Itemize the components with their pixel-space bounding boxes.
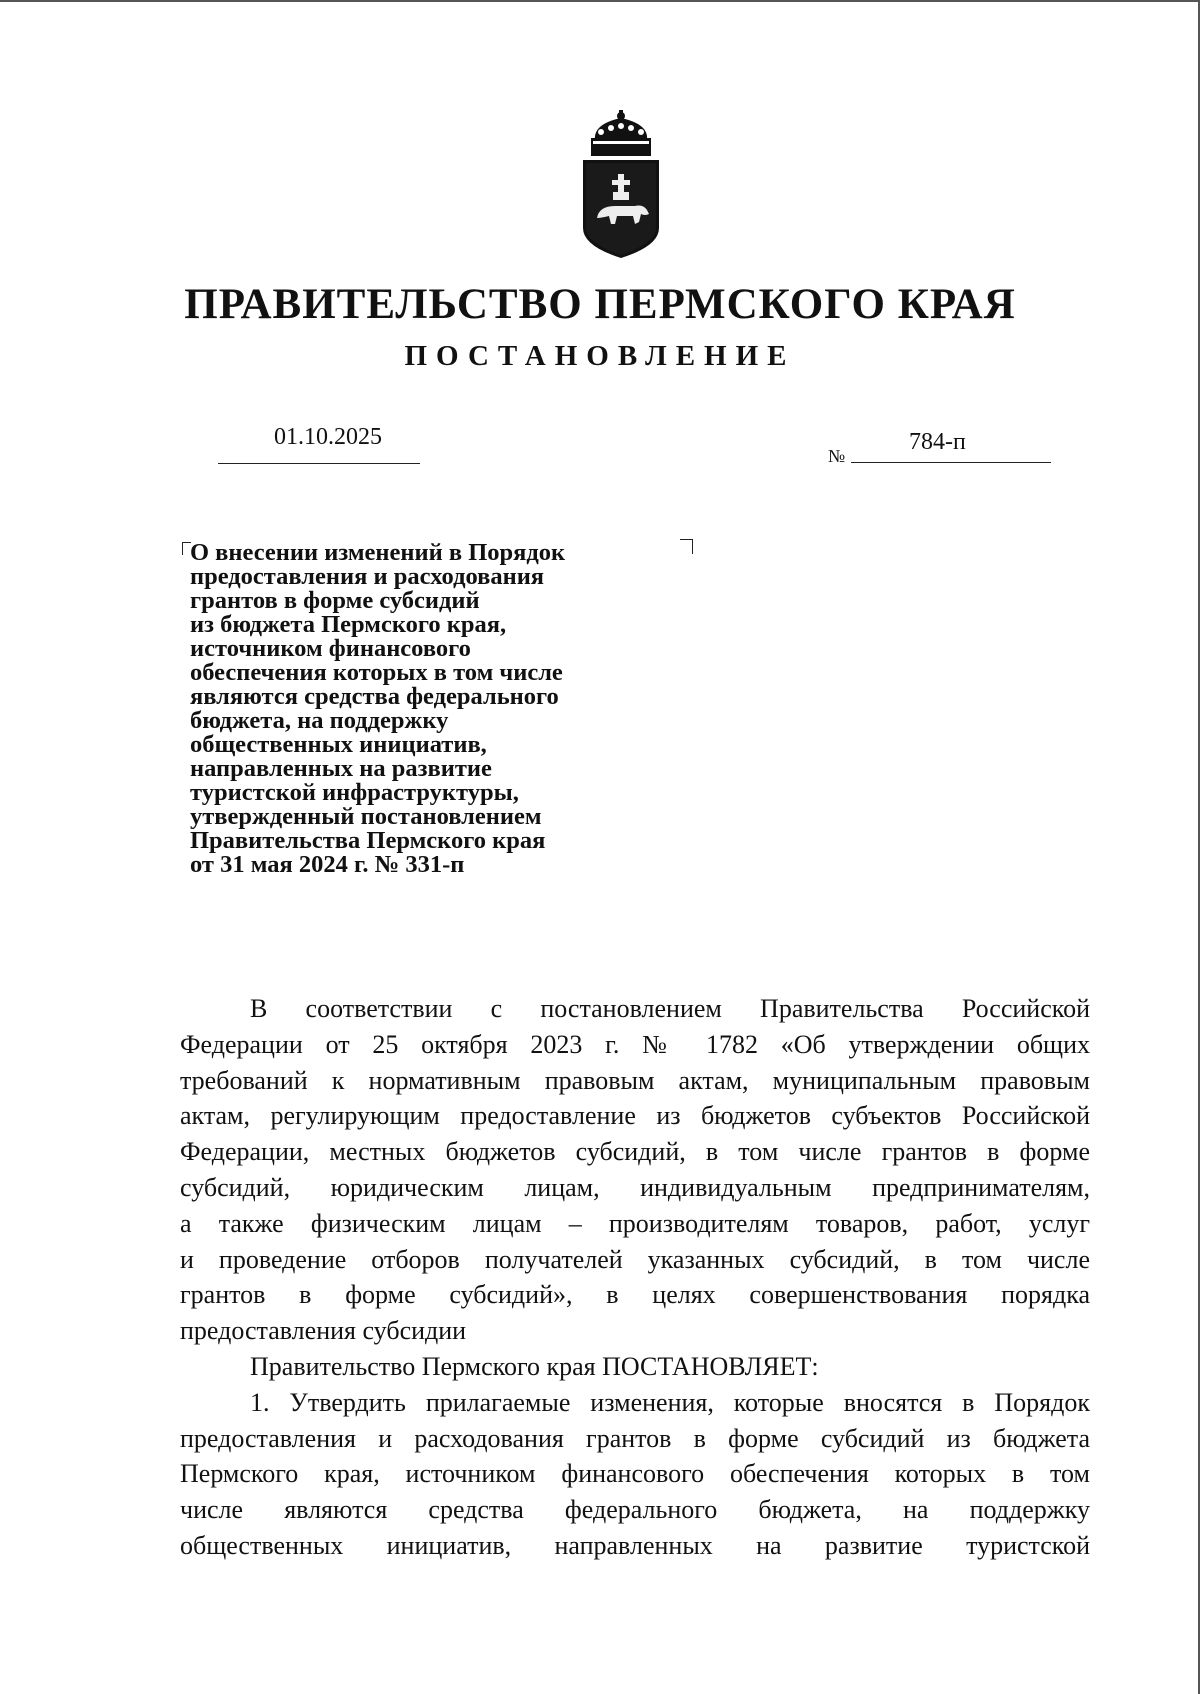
subject-line: источником финансового	[190, 635, 471, 662]
subject-line: Правительства Пермского края	[190, 827, 546, 854]
document-date: 01.10.2025	[274, 424, 382, 450]
subject-line: общественных инициатив,	[190, 731, 487, 758]
subject-line: являются средства федерального	[190, 683, 559, 710]
body-line: предоставления и расходования грантов в форме субсидий из бюджета	[180, 1423, 1090, 1453]
body-line: Пермского края, источником финансового обеспечения которых в том	[180, 1459, 1090, 1489]
body-line: В соответствии с постановлением Правительства Российской	[250, 994, 1090, 1023]
subject-line: от 31 мая 2024 г. № 331-п	[190, 851, 465, 878]
body-line: и проведение отборов получателей указанных субсидий, в том числе	[180, 1244, 1090, 1274]
subject-line: утвержденный постановлением	[190, 803, 542, 830]
subject-bracket-right	[680, 539, 693, 554]
document-date-field	[218, 424, 420, 464]
subject-line: бюджета, на поддержку	[190, 707, 449, 734]
body-line: общественных инициатив, направленных на развитие туристской	[180, 1530, 1090, 1560]
subject-line: О внесении изменений в Порядок	[190, 539, 566, 566]
body-line: а также физическим лицам – производителям товаров, работ, услуг	[180, 1208, 1090, 1238]
organization-title: ПРАВИТЕЛЬСТВО ПЕРМСКОГО КРАЯ	[184, 281, 1016, 328]
page-edge-top	[0, 0, 1200, 2]
document-body	[180, 991, 1090, 1564]
subject-line: туристской инфраструктуры,	[190, 779, 519, 806]
body-line: актам, регулирующим предоставление из бюджетов субъектов Российской	[180, 1101, 1090, 1131]
document-number-field	[851, 429, 1051, 463]
subject-line: направленных на развитие	[190, 755, 492, 782]
number-sign: №	[828, 446, 846, 466]
body-line: предоставления субсидии	[180, 1316, 467, 1346]
body-line: числе являются средства федерального бюджета, на поддержку	[180, 1495, 1090, 1525]
document-type: ПОСТАНОВЛЕНИЕ	[404, 340, 796, 372]
document-subject	[190, 541, 650, 877]
subject-line: предоставления и расходования	[190, 563, 545, 590]
body-line: Федерации от 25 октября 2023 г. № 1782 «Об утверждении общих	[180, 1029, 1090, 1059]
body-line: требований к нормативным правовым актам, муниципальным правовым	[180, 1065, 1090, 1095]
subject-line: грантов в форме субсидий	[190, 587, 480, 614]
resolution-line: Правительство Пермского края ПОСТАНОВЛЯЕТ:	[250, 1351, 819, 1381]
body-line: субсидий, юридическим лицам, индивидуальным предпринимателям,	[180, 1172, 1090, 1202]
subject-line: из бюджета Пермского края,	[190, 611, 507, 638]
coat-of-arms-icon	[577, 110, 665, 260]
document-number: 784-п	[909, 429, 966, 455]
body-line: грантов в форме субсидий», в целях совершенствования порядка	[180, 1280, 1090, 1310]
body-line: 1. Утвердить прилагаемые изменения, которые вносятся в Порядок	[250, 1387, 1090, 1417]
body-line: Федерации, местных бюджетов субсидий, в том числе грантов в форме	[180, 1137, 1090, 1167]
subject-line: обеспечения которых в том числе	[190, 659, 563, 686]
